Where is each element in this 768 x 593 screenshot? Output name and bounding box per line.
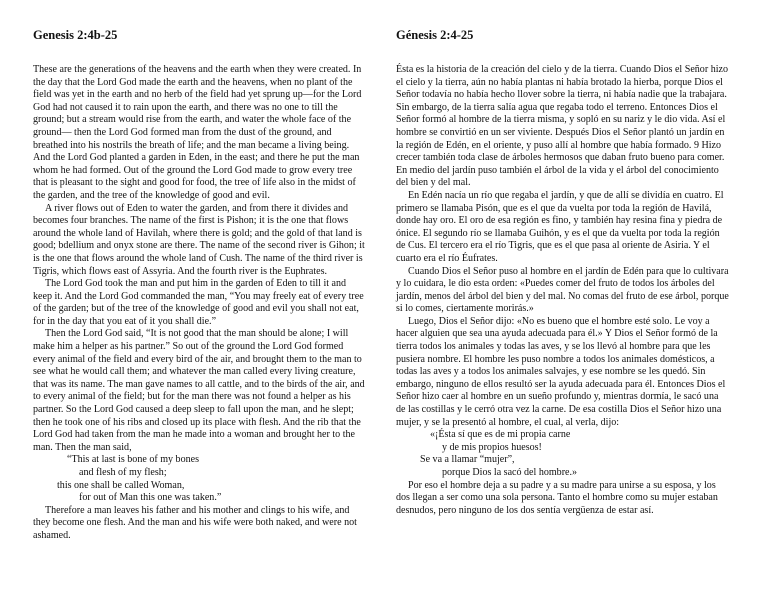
spanish-poem	[396, 429, 730, 479]
english-poem	[33, 454, 367, 504]
spanish-closing: Por eso el hombre deja a su padre y a su madre para unirse a su esposa, y los dos llegan a ser como una sola persona. Tanto el hombre como su mujer estaban desnudos, pero ninguno de los dos sentía vergüenza de estar así.	[396, 479, 718, 516]
english-paragraph: A river flows out of Eden to water the garden, and from there it divides and becomes four branches. The name of the first is Pishon; it is the one that flows around the whole land of Havilah, where there is gold; and the gold of that land is good; bdellium and onyx stone are there. The name of the second river is Gihon; it is the one that flows around the whole land of Cush. The name of the third river is Tigris, which flows east of Assyria. And the fourth river is the Euphrates.	[33, 202, 365, 277]
english-column	[33, 28, 367, 543]
spanish-title: Génesis 2:4-25	[396, 28, 474, 42]
spanish-paragraph: Cuando Dios el Señor puso al hombre en el jardín de Edén para que lo cultivara y lo cuidara, le dio esta orden: «Puedes comer del fruto de todos los árboles del jardín, menos del árbol del bien y del mal. No comas del fruto de ese árbol, porque si lo comes, ciertamente morirás.»	[396, 265, 729, 315]
poem-line: y de mis propios huesos!	[442, 441, 542, 453]
spanish-paragraph: Ésta es la historia de la creación del cielo y de la tierra. Cuando Dios el Señor hizo el cielo y la tierra, aún no había plantas ni había brotado la hierba, porque Dios el Señor todavía no había hecho llover sobre la tierra, ni había nadie que la trabajara. Sin embargo, de la tierra salía agua que regaba todo el terreno. Entonces Dios el Señor formó al hombre de la tierra misma, y sopló en su nariz y le dio vida. Así el hombre se convirtió en un ser viviente. Después Dios el Señor plantó un jardín en la región de Edén, en el oriente, y puso allí al hombre que había formado. 9 Hizo crecer también toda clase de árboles hermosos que daban fruto bueno para comer. En medio del jardín puso también el árbol de la vida y el árbol del conocimiento del bien y del mal.	[396, 64, 728, 189]
spanish-paragraph: Luego, Dios el Señor dijo: «No es bueno que el hombre esté solo. Le voy a hacer alguien que sea una ayuda adecuada para él.» Y Dios el Señor formó de la tierra todos los animales y todas las aves, y se los llevó al hombre para que les pusiera nombre. El hombre les puso nombre a todos los animales domésticos, a todas las aves y a todos los animales salvajes, y ese nombre se les quedó. Sin embargo, ninguno de ellos resultó ser la ayuda adecuada para él. Entonces Dios el Señor hizo caer al hombre en un sueño profundo y, mientras dormía, le sacó una de las costillas y le cerró otra vez la carne. De esa costilla Dios el Señor hizo una mujer, y se la presentó al hombre, el cual, al verla, dijo:	[396, 315, 726, 428]
english-closing: Therefore a man leaves his father and his mother and clings to his wife, and they become one flesh. And the man and his wife were both naked, and were not ashamed.	[33, 504, 357, 541]
poem-line: “This at last is bone of my bones	[67, 454, 199, 466]
english-paragraph: These are the generations of the heavens and the earth when they were created. In the day that the Lord God made the earth and the heavens, when no plant of the field was yet in the earth and no herb of the field had yet sprung up—for the Lord God had not caused it to rain upon the earth, and there was no one to till the ground; but a stream would rise from the earth, and water the whole face of the ground— then the Lord God formed man from the dust of the ground, and breathed into his nostrils the breath of life; and the man became a living being. And the Lord God planted a garden in Eden, in the east; and there he put the man whom he had formed. Out of the ground the Lord God made to grow every tree that is pleasant to the sight and good for food, the tree of life also in the midst of the garden, and the tree of the knowledge of good and evil.	[33, 64, 362, 201]
english-title: Genesis 2:4b-25	[33, 28, 118, 42]
poem-line: this one shall be called Woman,	[57, 479, 185, 491]
english-paragraph: The Lord God took the man and put him in the garden of Eden to till it and keep it. And the Lord God commanded the man, “You may freely eat of every tree of the garden; but of the tree of the knowledge of good and evil you shall not eat, for in the day that you eat of it you shall die.”	[33, 278, 364, 327]
english-body	[33, 64, 367, 543]
poem-line: and flesh of my flesh;	[79, 467, 167, 478]
spanish-column	[396, 28, 730, 517]
spanish-body	[396, 64, 730, 517]
poem-line: porque Dios la sacó del hombre.»	[442, 467, 578, 478]
poem-line: «¡Ésta sí que es de mi propia carne	[430, 429, 571, 441]
spanish-paragraph: En Edén nacía un río que regaba el jardín, y que de allí se dividía en cuatro. El primero se llamaba Pisón, que es el que da vuelta por toda la región de Havilá, donde hay oro. El oro de esa región es fino, y también hay resina fina y piedra de ónice. El segundo río se llamaba Guihón, y es el que da vuelta por toda la región de Cus. El tercero era el río Tigris, que es el que pasa al oriente de Asiria. Y el cuarto era el río Éufrates.	[396, 189, 724, 264]
poem-line: Se va a llamar “mujer”,	[420, 454, 515, 466]
poem-line: for out of Man this one was taken.”	[79, 492, 222, 504]
english-paragraph: Then the Lord God said, “It is not good that the man should be alone; I will make him a helper as his partner.” So out of the ground the Lord God formed every animal of the field and every bird of the air, and brought them to the man to see what he would call them; and whatever the man called every living creature, that was its name. The man gave names to all cattle, and to the birds of the air, and to every animal of the field; but for the man there was not found a helper as his partner. So the Lord God caused a deep sleep to fall upon the man, and he slept; then he took one of his ribs and closed up its place with flesh. And the rib that the Lord God had taken from the man he made into a woman and brought her to the man. Then the man said,	[33, 328, 365, 453]
